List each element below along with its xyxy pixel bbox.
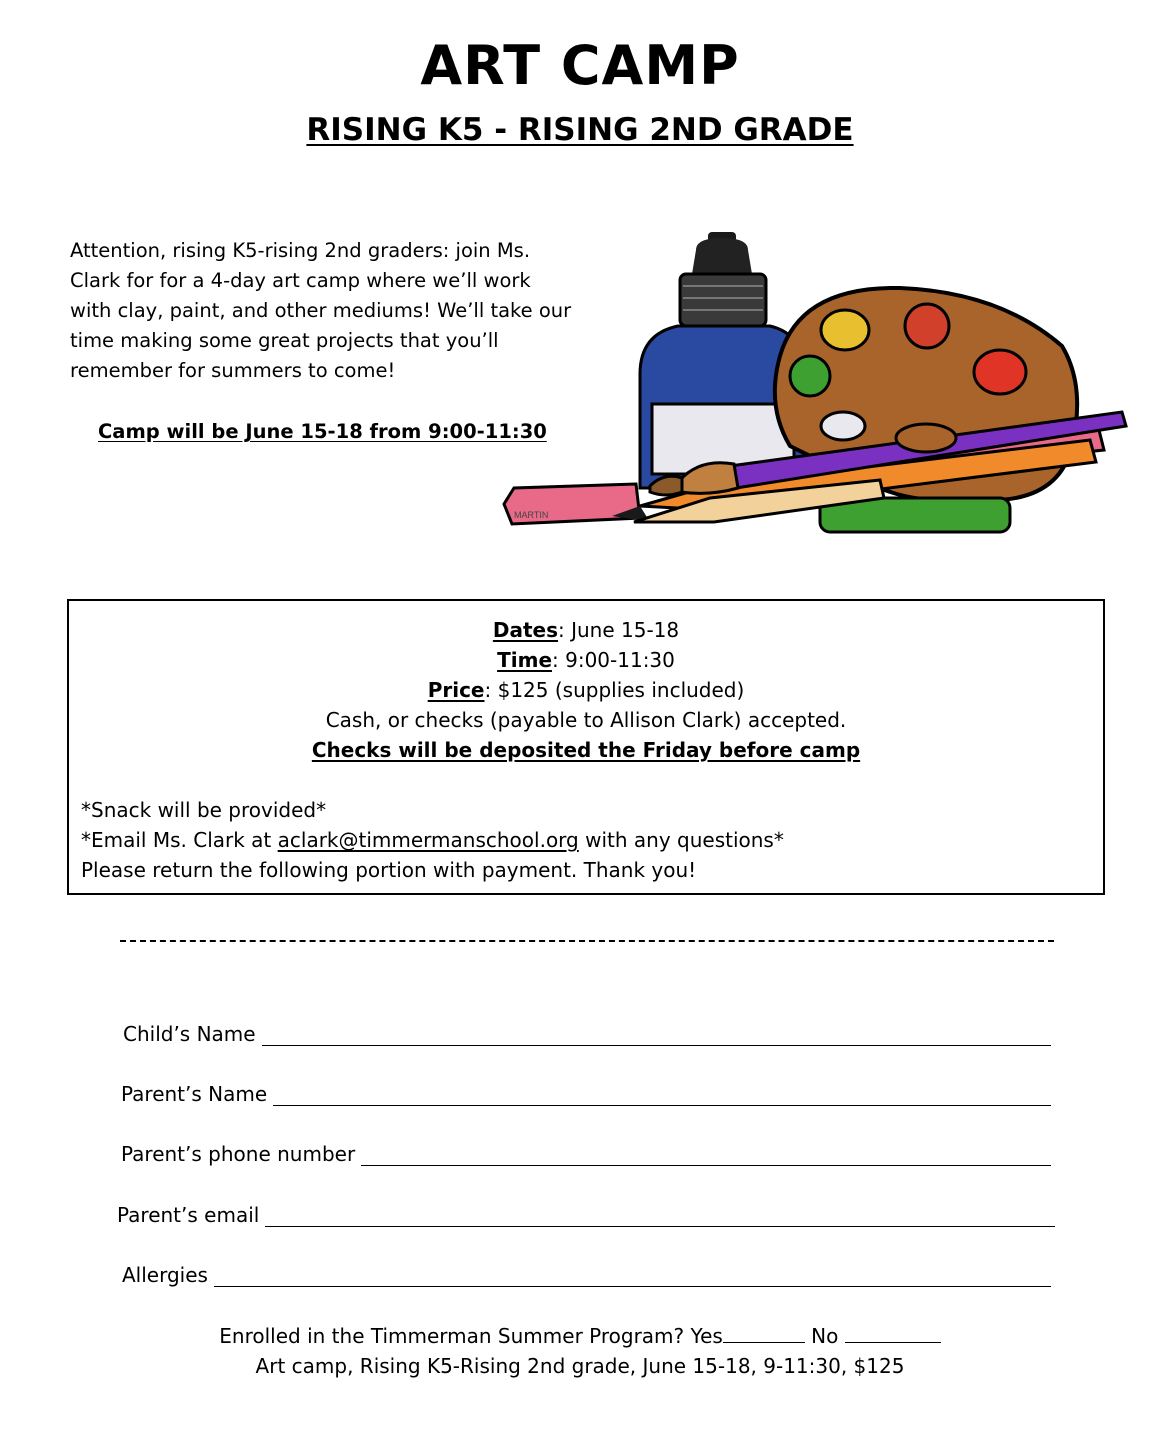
snack-line: *Snack will be provided* xyxy=(81,798,327,822)
info-notes xyxy=(81,795,784,885)
allergies-blank[interactable] xyxy=(214,1266,1051,1287)
parent-name-blank[interactable] xyxy=(273,1085,1051,1106)
intro-line: with clay, paint, and other mediums! We’ll take our xyxy=(70,299,572,322)
price-value: : $125 (supplies included) xyxy=(484,678,745,702)
enrolled-question: Enrolled in the Timmerman Summer Program? Yes xyxy=(219,1324,723,1348)
page-title: ART CAMP xyxy=(420,34,740,97)
parent-email-label: Parent’s email xyxy=(117,1203,260,1227)
parent-phone-field[interactable] xyxy=(121,1142,1051,1166)
dates-value: : June 15-18 xyxy=(558,618,680,642)
enrolled-row xyxy=(0,1321,1160,1351)
intro-line: Attention, rising K5-rising 2nd graders: join Ms. xyxy=(70,239,531,262)
dates-label: Dates xyxy=(492,618,558,642)
intro-line: remember for summers to come! xyxy=(70,359,396,382)
camp-dates-callout: Camp will be June 15-18 from 9:00-11:30 xyxy=(98,420,547,443)
deposit-line: Checks will be deposited the Friday before camp xyxy=(311,738,861,762)
intro-line: time making some great projects that you’ll xyxy=(70,329,499,352)
allergies-label: Allergies xyxy=(122,1263,208,1287)
art-supplies-palette-icon xyxy=(500,226,1130,546)
price-row xyxy=(69,675,1103,705)
email-suffix: with any questions* xyxy=(578,828,784,852)
parent-email-blank[interactable] xyxy=(265,1206,1055,1227)
page-subtitle: RISING K5 - RISING 2ND GRADE xyxy=(306,112,854,148)
parent-name-field[interactable] xyxy=(121,1082,1051,1106)
enrolled-no-label: No xyxy=(804,1324,845,1348)
return-line: Please return the following portion with payment. Thank you! xyxy=(81,858,697,882)
price-label: Price xyxy=(427,678,485,702)
tear-off-divider xyxy=(120,940,1054,942)
email-row xyxy=(81,825,784,855)
child-name-label: Child’s Name xyxy=(123,1022,256,1046)
time-label: Time xyxy=(497,648,553,672)
dates-row xyxy=(69,615,1103,645)
clipart-signature: MARTIN xyxy=(514,510,549,520)
allergies-field[interactable] xyxy=(122,1263,1051,1287)
info-box xyxy=(67,599,1105,895)
info-summary xyxy=(69,615,1103,765)
parent-phone-label: Parent’s phone number xyxy=(121,1142,356,1166)
eraser-icon xyxy=(504,484,640,524)
summary-line: Art camp, Rising K5-Rising 2nd grade, June 15-18, 9-11:30, $125 xyxy=(255,1354,905,1378)
parent-email-field[interactable] xyxy=(117,1203,1055,1227)
parent-name-label: Parent’s Name xyxy=(121,1082,268,1106)
time-row xyxy=(69,645,1103,675)
email-prefix: *Email Ms. Clark at xyxy=(81,828,278,852)
time-value: : 9:00-11:30 xyxy=(552,648,675,672)
payment-line: Cash, or checks (payable to Allison Clark) accepted. xyxy=(325,708,847,732)
palette-thumbhole-icon xyxy=(896,424,956,452)
child-name-blank[interactable] xyxy=(262,1025,1051,1046)
intro-line: Clark for for a 4-day art camp where we’ll work xyxy=(70,269,531,292)
enrolled-no-blank[interactable] xyxy=(845,1324,941,1343)
child-name-field[interactable] xyxy=(123,1022,1051,1046)
parent-phone-blank[interactable] xyxy=(361,1145,1051,1166)
enrolled-yes-blank[interactable] xyxy=(723,1324,805,1343)
email-link[interactable]: aclark@timmermanschool.org xyxy=(277,828,579,852)
